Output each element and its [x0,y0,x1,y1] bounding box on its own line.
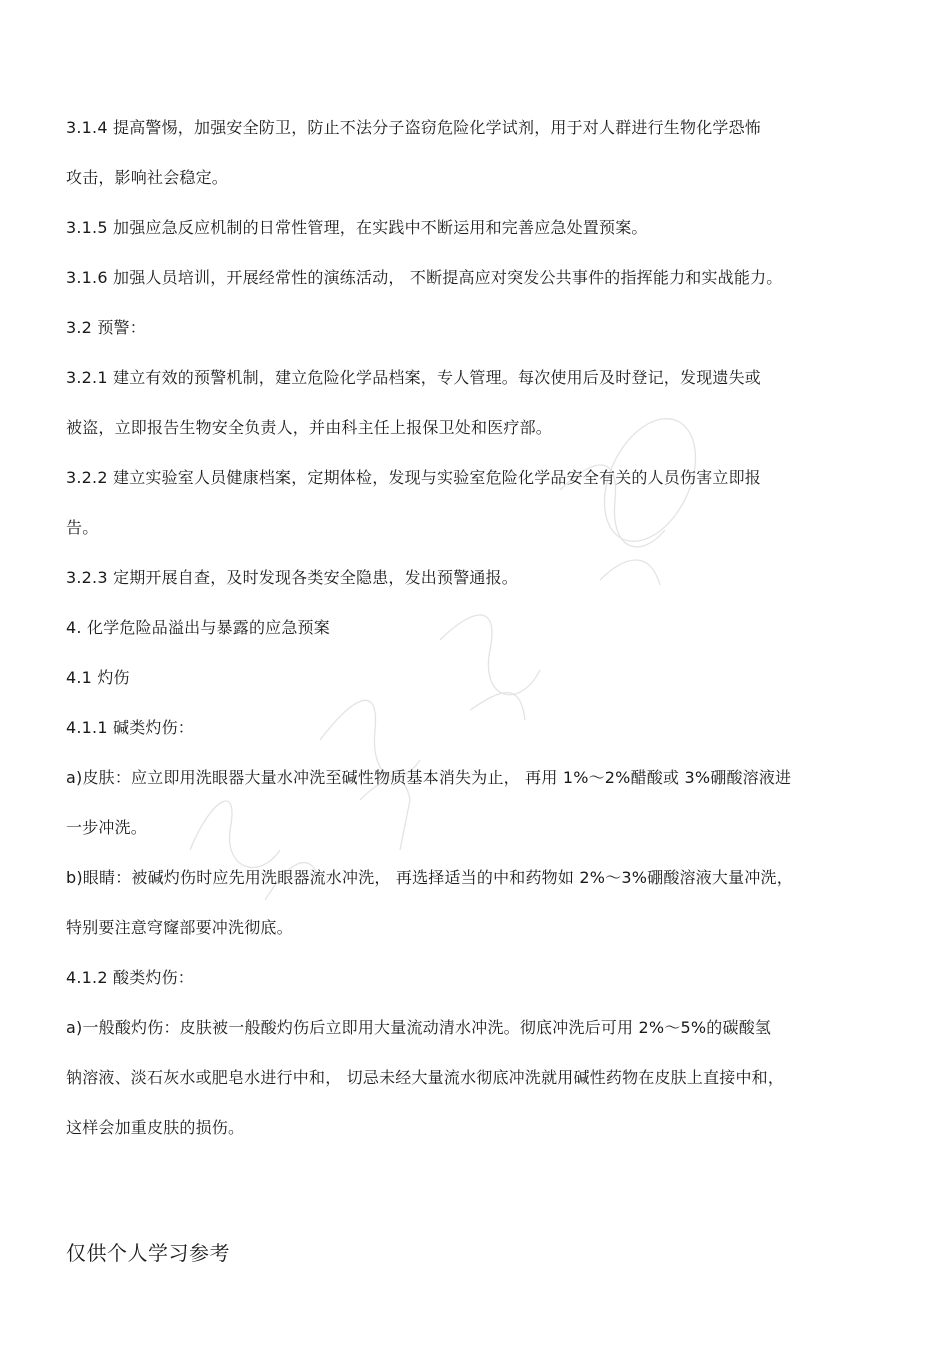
paragraph-3-2-1-line-2: 被盗，立即报告生物安全负责人，并由科主任上报保卫处和医疗部。 [66,418,553,437]
paragraph-eye-alkali-line-1: b)眼睛：被碱灼伤时应先用洗眼器流水冲洗， 再选择适当的中和药物如 2%～3%硼酸溶液大量冲洗， [66,868,793,887]
watermark-stamp [170,380,730,940]
paragraph-skin-alkali-line-2: 一步冲洗。 [66,818,148,837]
paragraph-3-2-1-line-1: 3.2.1 建立有效的预警机制，建立危险化学品档案，专人管理。每次使用后及时登记，发现遗失或 [66,368,761,387]
section-4-1-heading: 4.1 灼伤 [66,668,130,687]
paragraph-3-1-5: 3.1.5 加强应急反应机制的日常性管理，在实践中不断运用和完善应急处置预案。 [66,218,648,237]
section-4-heading: 4. 化学危险品溢出与暴露的应急预案 [66,618,330,637]
paragraph-eye-alkali-line-2: 特别要注意穹窿部要冲洗彻底。 [66,918,293,937]
paragraph-3-1-4-line-1: 3.1.4 提高警惕，加强安全防卫，防止不法分子盗窃危险化学试剂，用于对人群进行生物化学恐怖 [66,118,761,137]
paragraph-acid-line-3: 这样会加重皮肤的损伤。 [66,1118,245,1137]
paragraph-acid-line-2: 钠溶液、淡石灰水或肥皂水进行中和， 切忌未经大量流水彻底冲洗就用碱性药物在皮肤上直接中和， [66,1068,785,1087]
paragraph-3-2-3: 3.2.3 定期开展自查，及时发现各类安全隐患，发出预警通报。 [66,568,518,587]
paragraph-3-2-2-line-2: 告。 [66,518,99,537]
paragraph-skin-alkali-line-1: a)皮肤：应立即用洗眼器大量水冲洗至碱性物质基本消失为止， 再用 1%～2%醋酸或 3%硼酸溶液进 [66,768,792,787]
paragraph-3-1-4-line-2: 攻击，影响社会稳定。 [66,168,229,187]
paragraph-acid-line-1: a)一般酸灼伤：皮肤被一般酸灼伤后立即用大量流动清水冲洗。彻底冲洗后可用 2%～5%的碳酸氢 [66,1018,772,1037]
section-4-1-2-heading: 4.1.2 酸类灼伤： [66,968,194,987]
section-3-2-heading: 3.2 预警： [66,318,146,337]
footer-note: 仅供个人学习参考 [66,1241,230,1265]
paragraph-3-2-2-line-1: 3.2.2 建立实验室人员健康档案，定期体检，发现与实验室危险化学品安全有关的人员伤害立即报 [66,468,761,487]
paragraph-3-1-6: 3.1.6 加强人员培训，开展经常性的演练活动， 不断提高应对突发公共事件的指挥能力和实战能力。 [66,268,783,287]
section-4-1-1-heading: 4.1.1 碱类灼伤： [66,718,194,737]
